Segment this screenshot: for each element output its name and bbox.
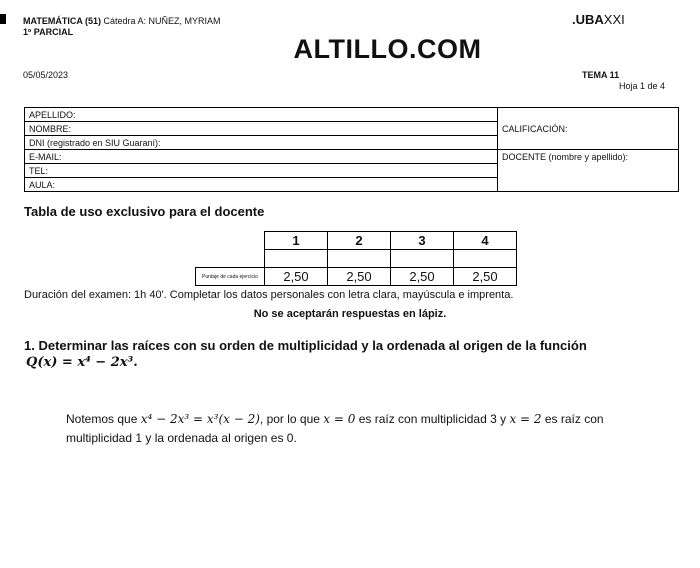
- exam-name: 1º PARCIAL: [23, 27, 74, 37]
- exam-date: 05/05/2023: [23, 70, 69, 80]
- grades-table: [195, 231, 517, 286]
- course-name: MATEMÁTICA (51): [23, 16, 101, 26]
- altillo-logo: ALTILLO.COM: [293, 34, 482, 64]
- question-1-text: 1. Determinar las raíces con su orden de multiplicidad y la ordenada al origen de la función: [24, 338, 587, 353]
- student-data-table: [24, 107, 679, 192]
- uba-brand: .UBAXXI: [572, 12, 625, 27]
- grade-header-1: 1: [265, 232, 328, 250]
- field-docente[interactable]: DOCENTE (nombre y apellido):: [498, 150, 679, 192]
- question-1: [24, 337, 664, 371]
- root-two: x = 2: [509, 412, 542, 426]
- tema-label: TEMA 11: [582, 70, 620, 80]
- score-value-2: 2,50: [328, 268, 391, 286]
- grade-cell-1[interactable]: [265, 250, 328, 268]
- no-pencil-notice: No se aceptarán respuestas en lápiz.: [253, 308, 447, 320]
- page-marker: [0, 14, 6, 24]
- grades-table-title: Tabla de uso exclusivo para el docente: [24, 204, 265, 219]
- duration-instructions: Duración del examen: 1h 40'. Completar los datos personales con letra clara, mayúscula e imprenta.: [24, 289, 514, 301]
- field-calificacion[interactable]: CALIFICACIÓN:: [498, 108, 679, 150]
- score-value-3: 2,50: [391, 268, 454, 286]
- grade-cell-3[interactable]: [391, 250, 454, 268]
- field-nombre[interactable]: NOMBRE:: [25, 122, 498, 136]
- field-email[interactable]: E-MAIL:: [25, 150, 498, 164]
- field-aula[interactable]: AULA:: [25, 178, 498, 192]
- page-count: Hoja 1 de 4: [619, 81, 666, 91]
- grade-header-4: 4: [454, 232, 517, 250]
- grade-cell-4[interactable]: [454, 250, 517, 268]
- root-zero: x = 0: [323, 412, 356, 426]
- score-value-4: 2,50: [454, 268, 517, 286]
- field-dni[interactable]: DNI (registrado en SIU Guaraní):: [25, 136, 498, 150]
- field-apellido[interactable]: APELLIDO:: [25, 108, 498, 122]
- question-1-function: Q(x) = x⁴ − 2x³.: [26, 355, 138, 370]
- grade-cell-2[interactable]: [328, 250, 391, 268]
- answer-1: Notemos que x⁴ − 2x³ = x³(x − 2), por lo que x = 0 es raíz con multiplicidad 3 y x = 2 es raíz con multiplicidad 1 y la ordenada al origen es 0.: [66, 412, 604, 445]
- score-value-1: 2,50: [265, 268, 328, 286]
- grade-header-2: 2: [328, 232, 391, 250]
- course-chair: Cátedra A: NUÑEZ, MYRIAM: [101, 16, 221, 26]
- grade-header-3: 3: [391, 232, 454, 250]
- score-row-label: Puntaje de cada ejercicio: [196, 268, 265, 286]
- factorization: x⁴ − 2x³ = x³(x − 2): [140, 412, 260, 426]
- field-tel[interactable]: TEL:: [25, 164, 498, 178]
